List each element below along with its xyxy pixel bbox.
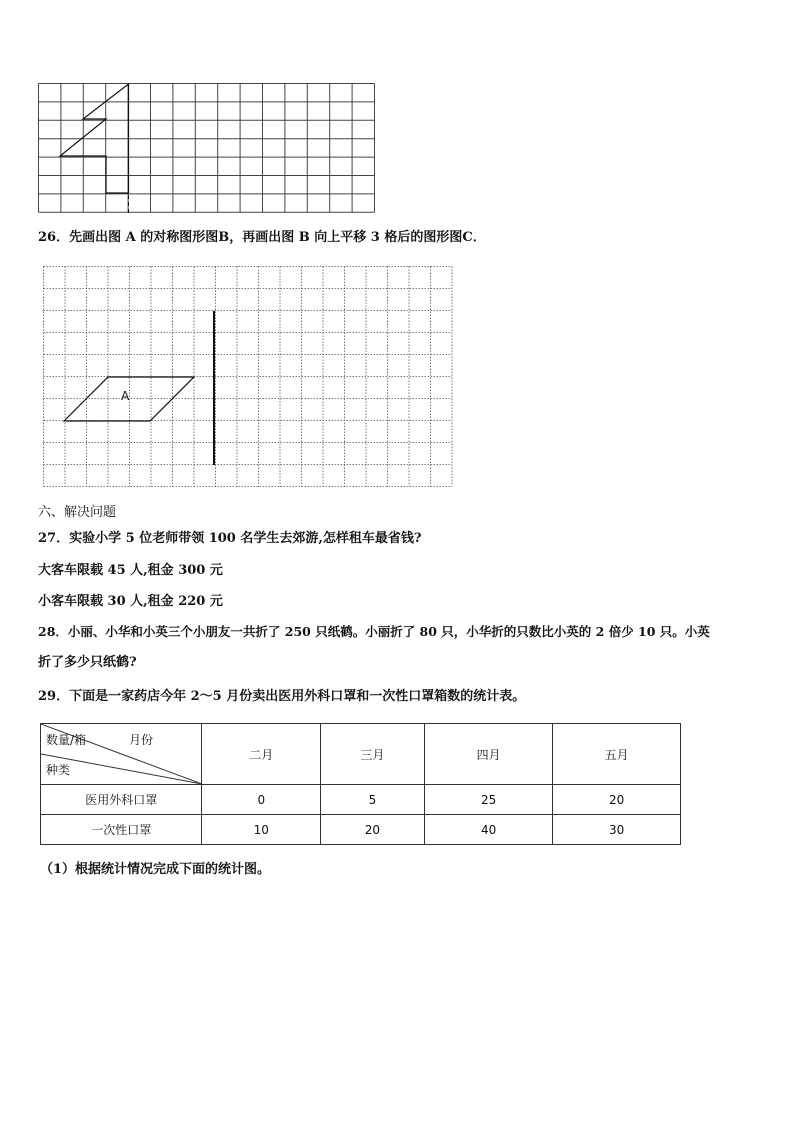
table-cell: 5 — [321, 785, 425, 815]
month-header: 三月 — [321, 724, 425, 785]
corner-quantity-label: 数量/箱 — [46, 733, 87, 747]
table-cell: 40 — [424, 815, 553, 845]
section-title: 六、解决问题 — [38, 505, 117, 520]
q27-bus-large: 大客车限载 45 人,租金 300 元 — [38, 563, 223, 578]
mask-sales-table — [40, 723, 681, 845]
shape-a-label: A — [121, 389, 130, 403]
translation-grid-figure — [42, 265, 472, 489]
table-corner-header — [41, 724, 202, 785]
row-label: 一次性口罩 — [41, 815, 202, 845]
corner-month-label: 月份 — [129, 733, 154, 747]
question-29-sub1: （1）根据统计情况完成下面的统计图。 — [40, 862, 271, 877]
question-28-line1: 28．小丽、小华和小英三个小朋友一共折了 250 只纸鹤。小丽折了 80 只，小华折的只数比小英的 2 倍少 10 只。小英 — [38, 624, 710, 639]
table-cell: 20 — [321, 815, 425, 845]
table-cell: 20 — [553, 785, 681, 815]
row-label: 医用外科口罩 — [41, 785, 202, 815]
question-29: 29．下面是一家药店今年 2～5 月份卖出医用外科口罩和一次性口罩箱数的统计表。 — [38, 689, 526, 704]
question-27: 27．实验小学 5 位老师带领 100 名学生去郊游,怎样租车最省钱? — [38, 531, 422, 546]
symmetry-grid-figure — [38, 83, 375, 214]
table-cell: 25 — [424, 785, 553, 815]
question-26: 26．先画出图 A 的对称图形图B，再画出图 B 向上平移 3 格后的图形图C． — [38, 230, 486, 245]
month-header: 五月 — [553, 724, 681, 785]
month-header: 二月 — [202, 724, 321, 785]
month-header: 四月 — [424, 724, 553, 785]
table-row — [41, 785, 681, 815]
corner-type-label: 种类 — [46, 763, 71, 777]
table-row — [41, 815, 681, 845]
table-cell: 0 — [202, 785, 321, 815]
question-28-line2: 折了多少只纸鹤? — [38, 655, 137, 670]
q27-bus-small: 小客车限载 30 人,租金 220 元 — [38, 594, 223, 609]
table-cell: 10 — [202, 815, 321, 845]
table-cell: 30 — [553, 815, 681, 845]
